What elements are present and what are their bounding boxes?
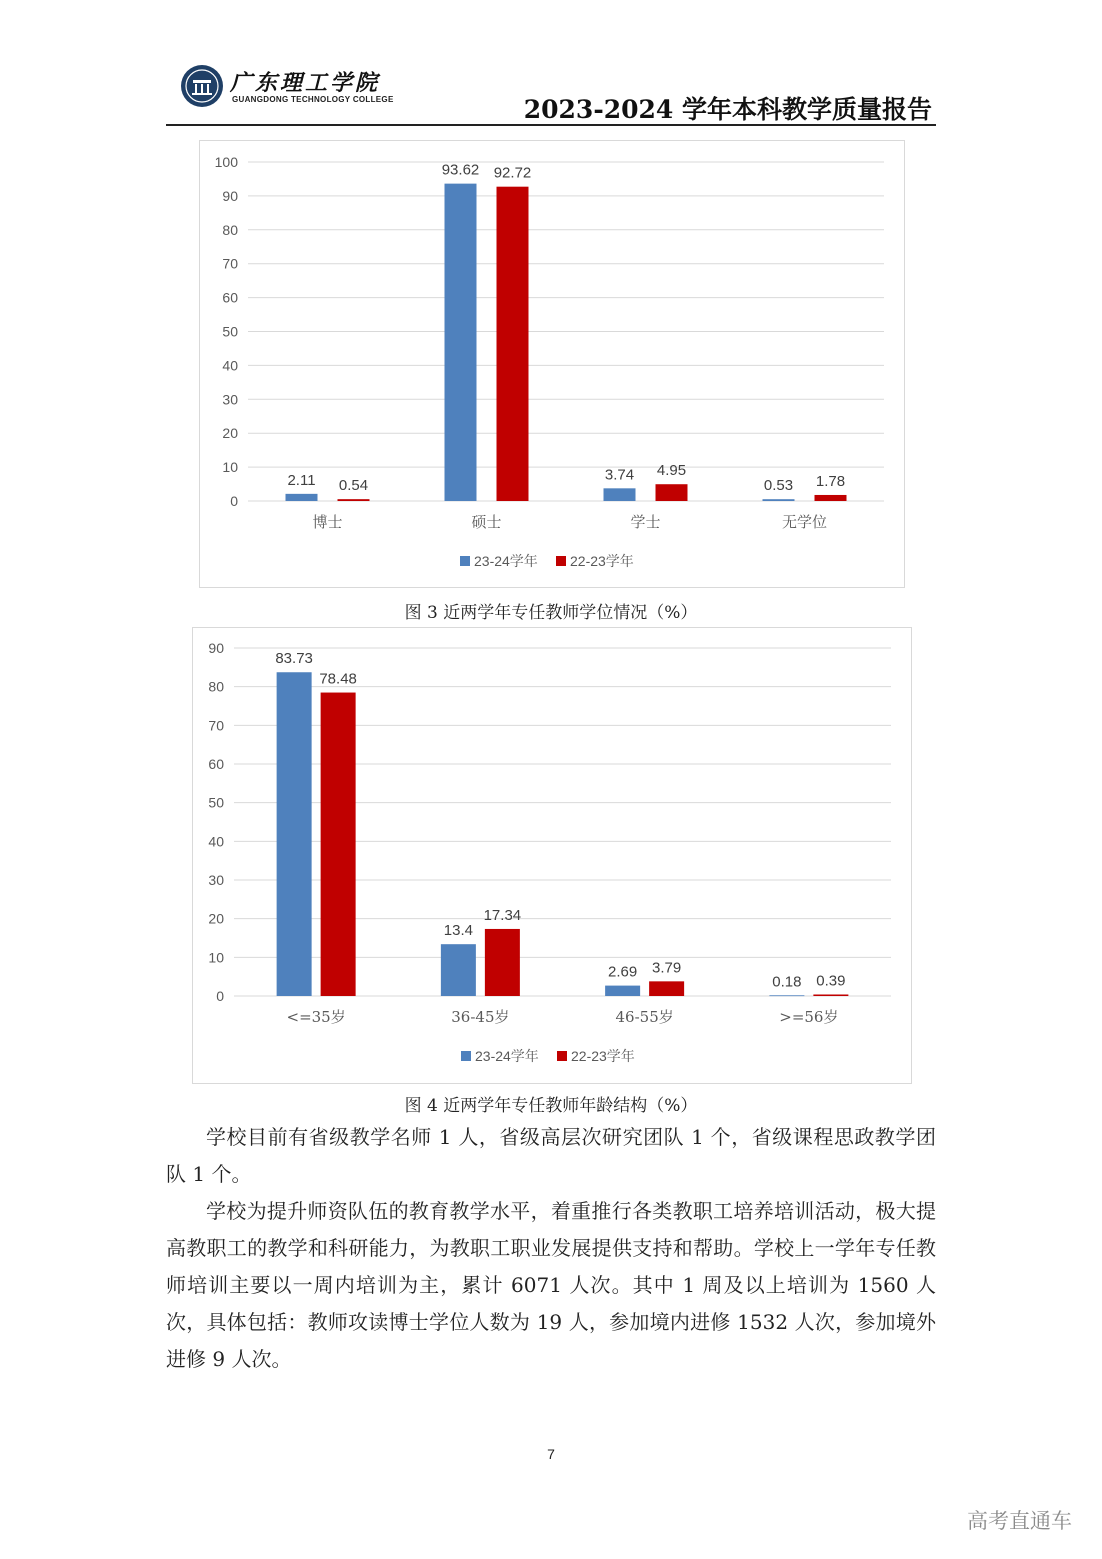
y-tick-label: 10 bbox=[222, 459, 238, 476]
y-tick-label: 90 bbox=[222, 187, 238, 204]
y-tick-label: 90 bbox=[208, 640, 224, 656]
figure4-svg bbox=[193, 628, 911, 1083]
school-name-en: GUANGDONG TECHNOLOGY COLLEGE bbox=[232, 95, 394, 104]
y-tick-label: 30 bbox=[222, 391, 238, 408]
x-category-label: 博士 bbox=[312, 513, 343, 531]
body-text bbox=[166, 1119, 936, 1378]
data-label: 13.4 bbox=[443, 922, 473, 940]
bar-series-b bbox=[813, 994, 848, 996]
y-tick-label: 80 bbox=[208, 678, 224, 695]
x-category-label: 46-55岁 bbox=[615, 1008, 674, 1026]
y-tick-label: 70 bbox=[222, 255, 238, 272]
bar-series-b bbox=[338, 499, 370, 501]
data-label: 0.39 bbox=[816, 972, 846, 990]
bar-series-b bbox=[656, 484, 688, 501]
y-tick-label: 10 bbox=[208, 949, 224, 966]
figure4-chart bbox=[192, 627, 912, 1084]
legend-label: 23-24学年 bbox=[474, 553, 538, 569]
data-label: 3.79 bbox=[652, 959, 682, 977]
figure3-caption: 图 3 近两学年专任教师学位情况（%） bbox=[404, 603, 698, 623]
data-label: 3.74 bbox=[604, 466, 635, 484]
x-category-label: <=35岁 bbox=[286, 1008, 346, 1026]
y-tick-label: 80 bbox=[222, 221, 238, 238]
data-label: 0.18 bbox=[772, 973, 802, 991]
y-tick-label: 50 bbox=[208, 794, 224, 811]
legend-label: 22-23学年 bbox=[570, 553, 634, 569]
paragraph-1: 学校目前有省级教学名师 1 人，省级高层次研究团队 1 个，省级课程思政教学团队 1 个。 bbox=[166, 1125, 936, 1186]
bar-series-a bbox=[763, 499, 795, 501]
x-category-label: 学士 bbox=[630, 513, 661, 531]
bar-series-a bbox=[445, 184, 477, 501]
data-label: 83.73 bbox=[275, 650, 313, 668]
legend-swatch bbox=[461, 1051, 471, 1061]
bar-series-a bbox=[605, 986, 640, 996]
y-tick-label: 20 bbox=[208, 910, 224, 927]
page-number: 7 bbox=[547, 1446, 555, 1462]
data-label: 0.53 bbox=[763, 477, 794, 495]
x-category-label: 36-45岁 bbox=[451, 1008, 510, 1026]
y-tick-label: 60 bbox=[222, 289, 238, 306]
data-label: 93.62 bbox=[441, 161, 480, 179]
legend-label: 22-23学年 bbox=[571, 1048, 635, 1064]
data-label: 0.54 bbox=[338, 477, 369, 495]
y-tick-label: 50 bbox=[222, 323, 238, 340]
school-name-cn: 广东理工学院 bbox=[230, 70, 381, 96]
bar-series-b bbox=[649, 981, 684, 996]
data-label: 4.95 bbox=[656, 462, 687, 480]
college-logo bbox=[180, 64, 224, 108]
x-category-label: 无学位 bbox=[781, 513, 828, 531]
data-label: 1.78 bbox=[815, 472, 846, 490]
bar-series-a bbox=[769, 995, 804, 996]
legend-label: 23-24学年 bbox=[475, 1048, 539, 1064]
watermark-text: 高考直通车 bbox=[967, 1509, 1072, 1533]
report-title: 2023-2024 学年本科教学质量报告 bbox=[523, 95, 932, 124]
figure3-chart bbox=[199, 140, 905, 588]
header-divider bbox=[166, 124, 936, 126]
bar-series-a bbox=[277, 672, 312, 996]
paragraph-2: 学校为提升师资队伍的教育教学水平，着重推行各类教职工培养培训活动，极大提高教职工的教学和科研能力，为教职工职业发展提供支持和帮助。学校上一学年专任教师培训主要以一周内培训为主，累计 6071 人次。其中 1 周及以上培训为 1560 人次，具体包括：教师攻读博士学位人数为 19 人，参加境内进修 1532 人次，参加境外进修 9 人次。 bbox=[166, 1199, 936, 1371]
figure3-svg bbox=[200, 141, 904, 587]
x-category-label: >=56岁 bbox=[779, 1008, 839, 1026]
y-tick-label: 30 bbox=[208, 872, 224, 888]
bar-series-a bbox=[286, 494, 318, 501]
data-label: 2.69 bbox=[608, 963, 638, 981]
x-category-label: 硕士 bbox=[471, 513, 502, 531]
bar-series-a bbox=[604, 488, 636, 501]
bar-series-b bbox=[485, 929, 520, 996]
legend-swatch bbox=[460, 556, 470, 566]
y-tick-label: 20 bbox=[222, 425, 238, 442]
y-tick-label: 70 bbox=[208, 717, 224, 734]
legend-swatch bbox=[556, 556, 566, 566]
y-tick-label: 40 bbox=[222, 357, 238, 374]
y-tick-label: 40 bbox=[208, 833, 224, 850]
bar-series-a bbox=[441, 944, 476, 996]
data-label: 17.34 bbox=[483, 906, 522, 924]
y-tick-label: 60 bbox=[208, 756, 224, 772]
data-label: 2.11 bbox=[287, 471, 316, 489]
y-tick-label: 0 bbox=[230, 493, 238, 509]
bar-series-b bbox=[321, 693, 356, 996]
y-tick-label: 0 bbox=[216, 988, 224, 1004]
bar-series-b bbox=[815, 495, 847, 501]
bar-series-b bbox=[497, 187, 529, 501]
figure4-caption: 图 4 近两学年专任教师年龄结构（%） bbox=[404, 1096, 698, 1116]
y-tick-label: 100 bbox=[214, 154, 238, 170]
legend-swatch bbox=[557, 1051, 567, 1061]
data-label: 78.48 bbox=[319, 670, 357, 688]
data-label: 92.72 bbox=[493, 164, 532, 182]
